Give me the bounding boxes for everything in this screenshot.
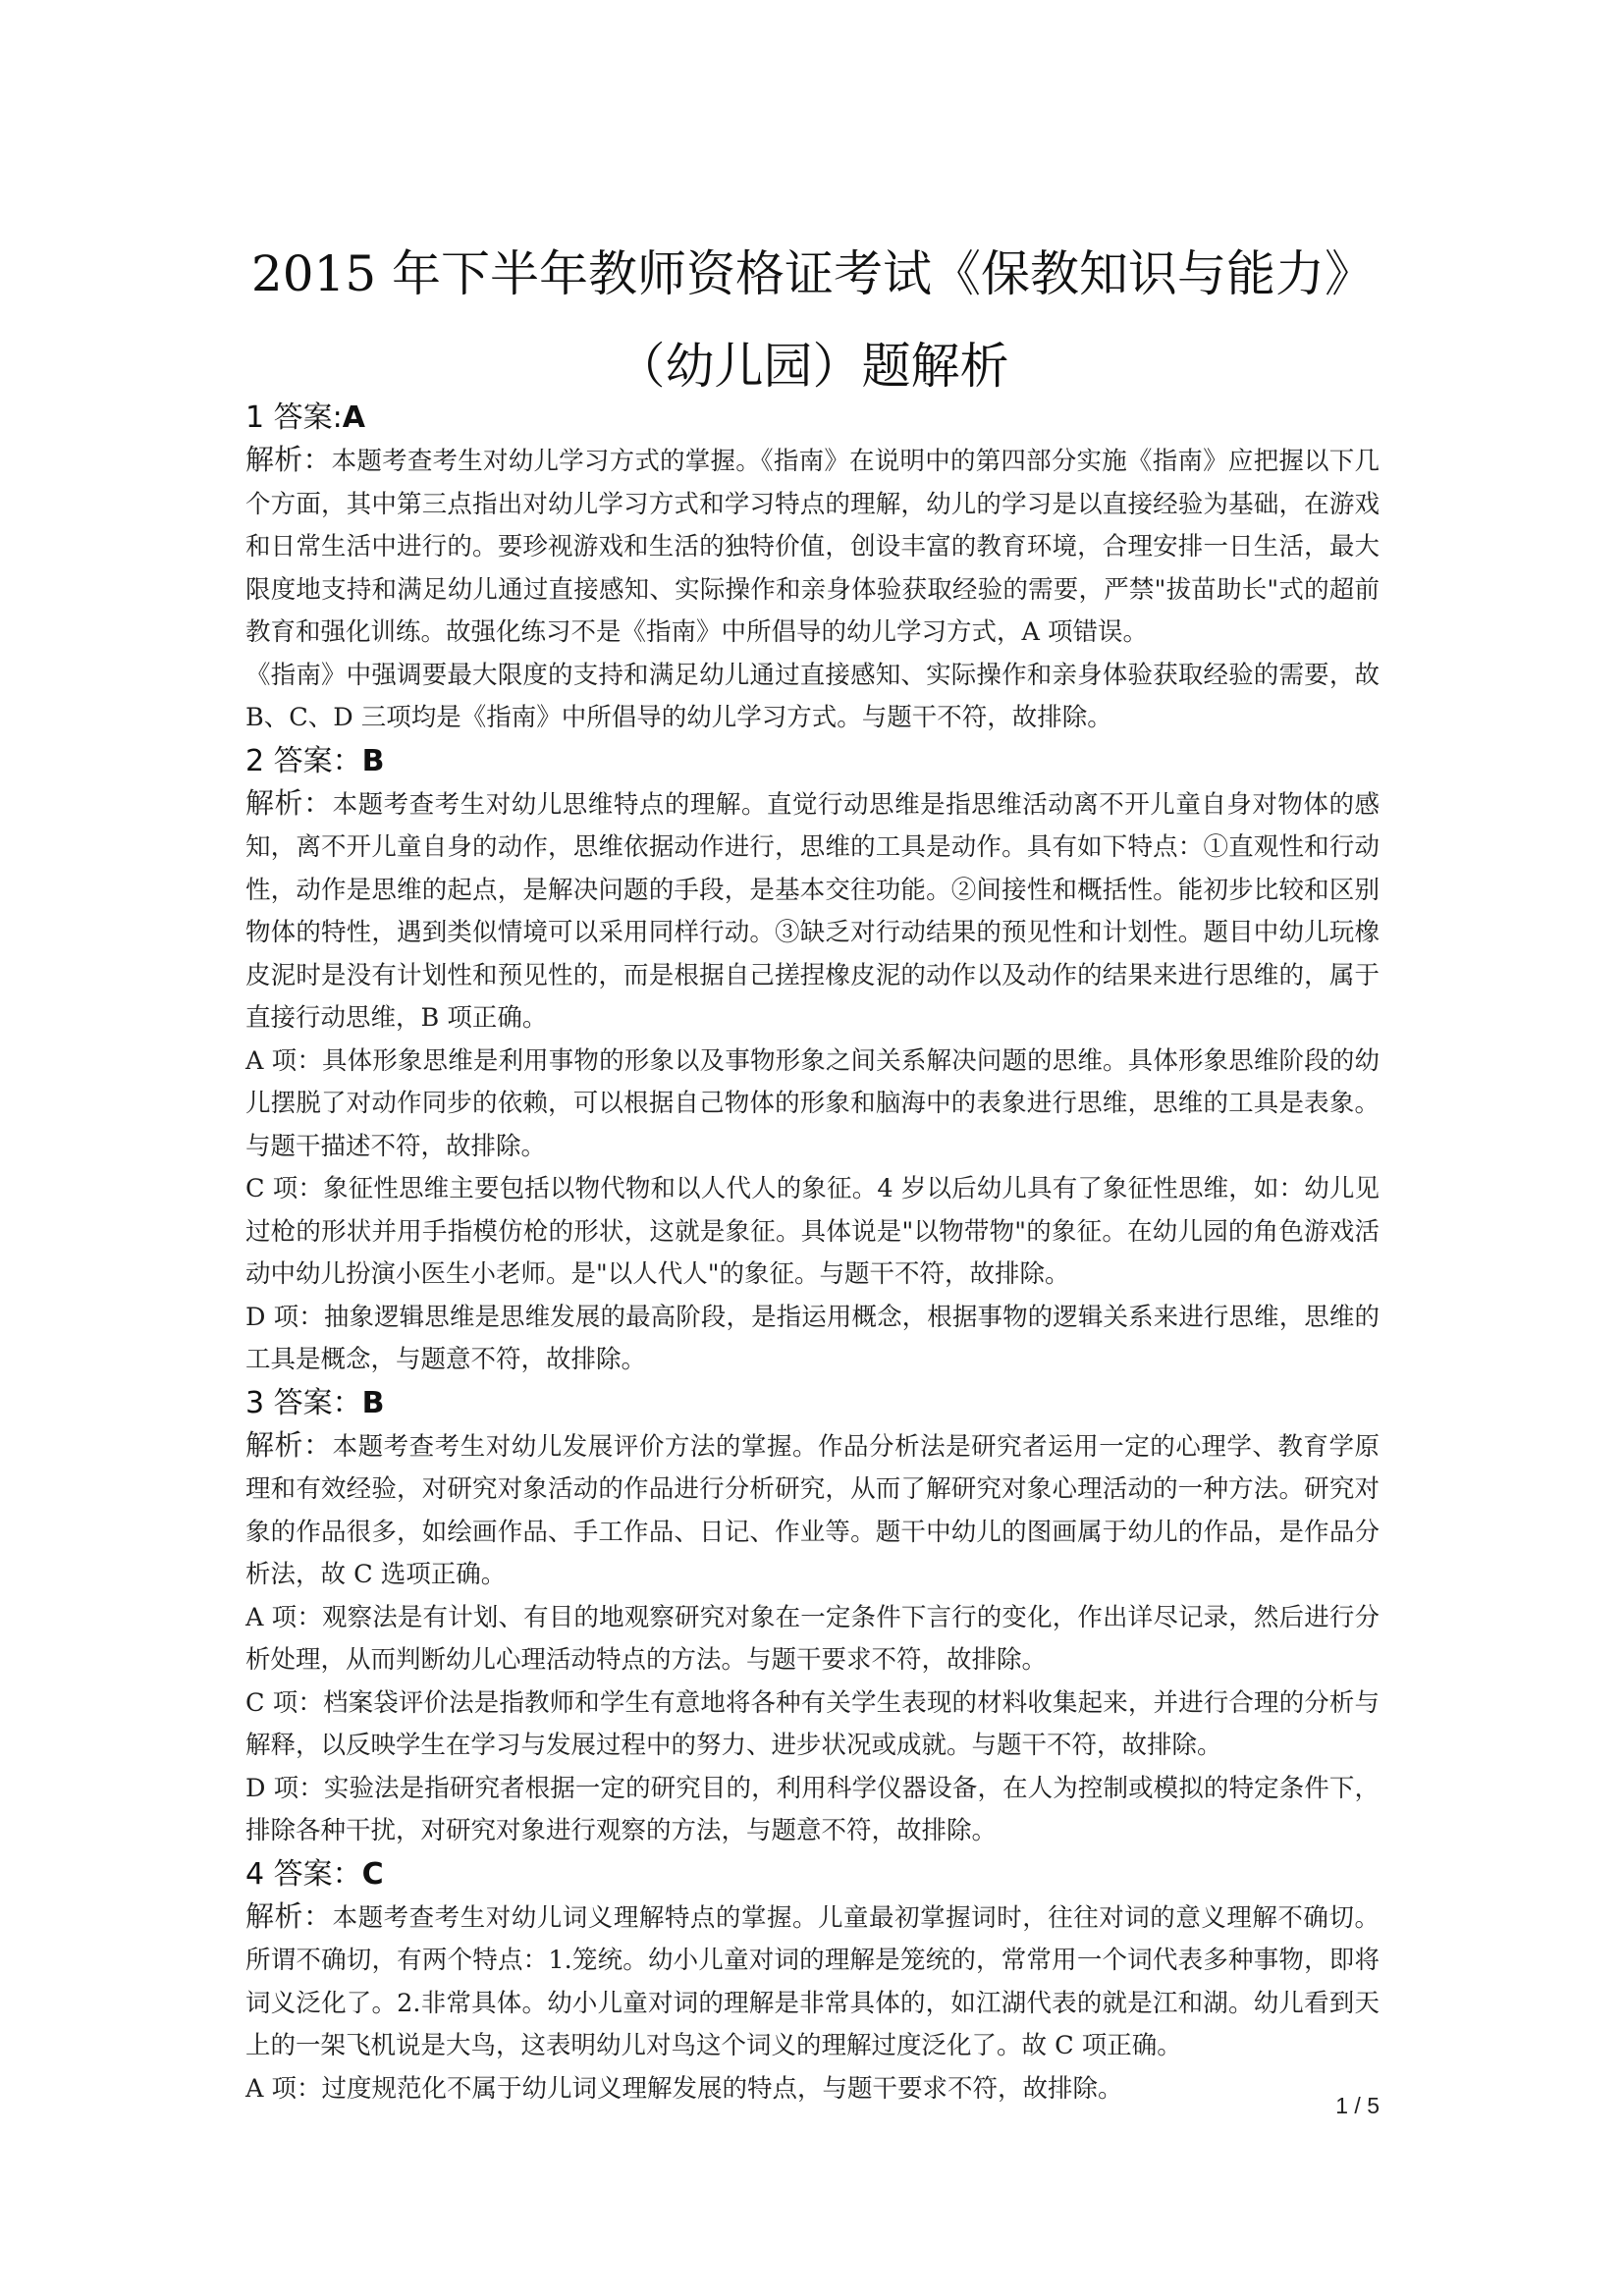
analysis-label: 解析：	[245, 785, 333, 820]
answer-heading	[245, 1382, 1380, 1424]
answer-heading-text: 1 答案:	[245, 400, 343, 435]
document-body	[245, 397, 1380, 2110]
analysis-paragraph	[245, 782, 1380, 1041]
option-paragraph: C 项：档案袋评价法是指教师和学生有意地将各种有关学生表现的材料收集起来，并进行合理的分析与解释，以反映学生在学习与发展过程中的努力、进步状况或成就。与题干不符，故排除。	[245, 1687, 1380, 1760]
answer-heading	[245, 740, 1380, 782]
answer-letter: B	[361, 1385, 385, 1420]
analysis-text: 本题考查考生对幼儿思维特点的理解。直觉行动思维是指思维活动离不开儿童自身对物体的感知，离不开儿童自身的动作，思维依据动作进行，思维的工具是动作。具有如下特点：①直观性和行动性，动作是思维的起点，是解决问题的手段，是基本交往功能。②间接性和概括性。能初步比较和区别物体的特性，遇到类似情境可以采用同样行动。③缺乏对行动结果的预见性和计划性。题目中幼儿玩橡皮泥时是没有计划性和预见性的，而是根据自己搓捏橡皮泥的动作以及动作的结果来进行思维的，属于直接行动思维，B 项正确。	[245, 789, 1380, 1033]
analysis-text: 本题考查考生对幼儿词义理解特点的掌握。儿童最初掌握词时，往往对词的意义理解不确切。所谓不确切，有两个特点：1.笼统。幼小儿童对词的理解是笼统的，常常用一个词代表多种事物，即将词义泛化了。2.非常具体。幼小儿童对词的理解是非常具体的，如江湖代表的就是江和湖。幼儿看到天上的一架飞机说是大鸟，这表明幼儿对鸟这个词义的理解过度泛化了。故 C 项正确。	[245, 1902, 1380, 2060]
answer-heading	[245, 1853, 1380, 1896]
analysis-paragraph	[245, 1424, 1380, 1597]
analysis-paragraph	[245, 439, 1380, 655]
option-paragraph: A 项：观察法是有计划、有目的地观察研究对象在一定条件下言行的变化，作出详尽记录，然后进行分析处理，从而判断幼儿心理活动特点的方法。与题干要求不符，故排除。	[245, 1602, 1380, 1675]
option-paragraph: C 项：象征性思维主要包括以物代物和以人代人的象征。4 岁以后幼儿具有了象征性思维，如：幼儿见过枪的形状并用手指模仿枪的形状，这就是象征。具体说是"以物带物"的象征。在幼儿园的角色游戏活动中幼儿扮演小医生小老师。是"以人代人"的象征。与题干不符，故排除。	[245, 1174, 1380, 1289]
option-paragraph: D 项：抽象逻辑思维是思维发展的最高阶段，是指运用概念，根据事物的逻辑关系来进行思维，思维的工具是概念，与题意不符，故排除。	[245, 1302, 1380, 1374]
answer-block-3	[245, 1382, 1380, 1853]
page-number: 1 / 5	[1335, 2093, 1380, 2118]
answer-block-1	[245, 397, 1380, 740]
answer-letter: B	[361, 743, 385, 778]
answer-heading	[245, 397, 1380, 439]
analysis-text: 本题考查考生对幼儿发展评价方法的掌握。作品分析法是研究者运用一定的心理学、教育学原理和有效经验，对研究对象活动的作品进行分析研究，从而了解研究对象心理活动的一种方法。研究对象的作品很多，如绘画作品、手工作品、日记、作业等。题干中幼儿的图画属于幼儿的作品，是作品分析法，故 C 选项正确。	[245, 1431, 1380, 1589]
option-paragraph: A 项：过度规范化不属于幼儿词义理解发展的特点，与题干要求不符，故排除。	[245, 2073, 1123, 2104]
option-paragraph: A 项：具体形象思维是利用事物的形象以及事物形象之间关系解决问题的思维。具体形象思维阶段的幼儿摆脱了对动作同步的依赖，可以根据自己物体的形象和脑海中的表象进行思维，思维的工具是表象。与题干描述不符，故排除。	[245, 1045, 1380, 1161]
answer-heading-text: 3 答案：	[245, 1385, 362, 1420]
answer-letter: A	[342, 400, 365, 435]
option-paragraph: 《指南》中强调要最大限度的支持和满足幼儿通过直接感知、实际操作和亲身体验获取经验的需要，故 B、C、D 三项均是《指南》中所倡导的幼儿学习方式。与题干不符，故排除。	[245, 660, 1380, 732]
document-title: 2015 年下半年教师资格证考试《保教知识与能力》（幼儿园）题解析	[250, 245, 1375, 395]
analysis-label: 解析：	[245, 1898, 333, 1933]
answer-block-2	[245, 740, 1380, 1382]
analysis-paragraph	[245, 1896, 1380, 2068]
analysis-text: 本题考查考生对幼儿学习方式的掌握。《指南》在说明中的第四部分实施《指南》应把握以下几个方面，其中第三点指出对幼儿学习方式和学习特点的理解，幼儿的学习是以直接经验为基础，在游戏和日常生活中进行的。要珍视游戏和生活的独特价值，创设丰富的教育环境，合理安排一日生活，最大限度地支持和满足幼儿通过直接感知、实际操作和亲身体验获取经验的需要，严禁"拔苗助长"式的超前教育和强化训练。故强化练习不是《指南》中所倡导的幼儿学习方式，A 项错误。	[245, 447, 1380, 647]
analysis-label: 解析：	[245, 1427, 333, 1462]
answer-heading-text: 2 答案：	[245, 743, 362, 778]
answer-block-4	[245, 1853, 1380, 2111]
option-paragraph: D 项：实验法是指研究者根据一定的研究目的，利用科学仪器设备，在人为控制或模拟的特定条件下，排除各种干扰，对研究对象进行观察的方法，与题意不符，故排除。	[245, 1773, 1380, 1845]
answer-heading-text: 4 答案：	[245, 1856, 362, 1892]
analysis-label: 解析：	[245, 443, 332, 476]
answer-letter: C	[361, 1856, 384, 1892]
